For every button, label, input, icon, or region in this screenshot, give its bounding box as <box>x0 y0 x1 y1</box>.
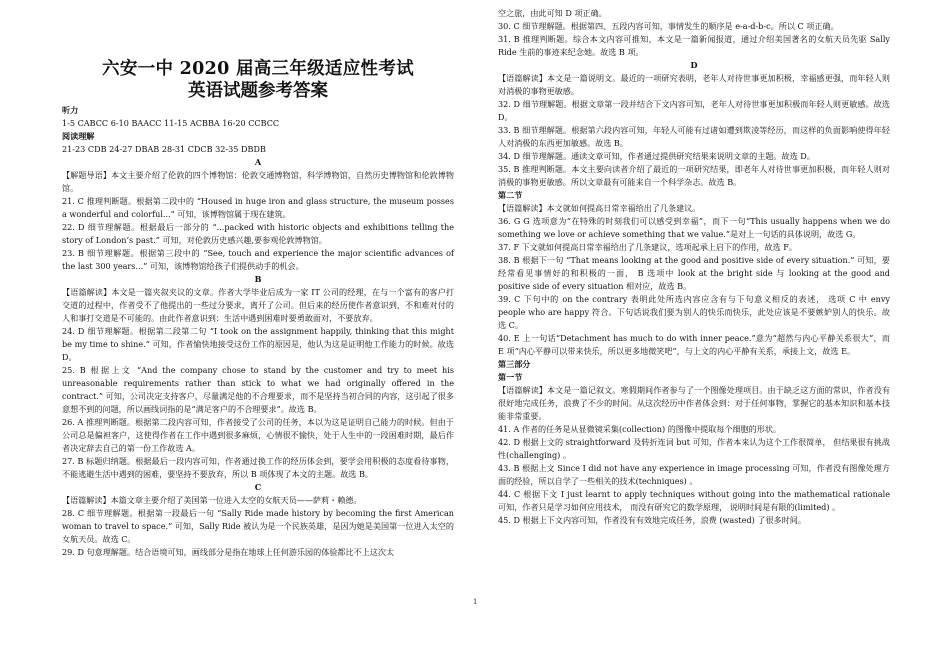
answer-paragraph: 22. D 细节理解题。根据最后一部分的 “...packed with historic objects and exhibitions telling the story of London’s past.” 可知，对伦敦历史感兴趣,要参观伦敦博物馆。 <box>62 222 454 245</box>
answer-paragraph: 43. B 根据上文 Since I did not have any experience in image processing 可知，作者没有图像处理方面的经验，所以自学了一些相关的技术(techniques) 。 <box>498 463 890 486</box>
answer-paragraph: 23. B 细节理解题。根据第三段中的 “See, touch and experience the major scientific advances of the last 300 years...” 可知，该博物馆给孩子们提供动手的机会。 <box>62 248 454 271</box>
answer-paragraph: 39. C 下句中的 on the contrary 表明此处所选内容应含有与下句意义相反的表述， 选项 C 中 envy people who are happy 符合。下句话说我们要为别人的快乐而快乐，此处应该是不要嫉妒别人的快乐。故选 C。 <box>498 294 890 330</box>
passage-letter: A <box>254 157 262 167</box>
page-number: 1 <box>473 598 478 606</box>
answer-paragraph: 38. B 根据下一句 “That means looking at the good and positive side of every situation.” 可知，要经常看见事情好的和积极的一面， B 选项中 look at the bright side 与 looking at the good and positive side of every situation 相对应，故选 B。 <box>498 255 890 291</box>
section-heading: 第二节 <box>498 190 523 200</box>
answer-paragraph: 【语篇解读】本文是一篇夹叙夹议的文章。作者大学毕业后成为一家 IT 公司的经理，在与一个富有的客户打交道的过程中，作者受不了他提出的一些过分要求，离开了公司。但后来的经历使作者意识到，不和难对付的人和事打交道是不可能的。由此作者意识到：生活中遇到困难时要勇敢面对，不要放弃。 <box>62 287 454 323</box>
answer-paragraph: 31. B 推理判断题。综合本文内容可推知，本文是一篇新闻报道，通过介绍美国著名的女航天员先驱 Sally Ride 生前的事迹来纪念她。故选 B 项。 <box>498 34 890 57</box>
page-title: 六安一中 2020 届高三年级适应性考试 <box>102 59 414 79</box>
answer-paragraph: 36. G G 选项意为“在特殊的时刻我们可以感受到幸福”，而下一句“This usually happens when we do something we love or achieve something that we value.”是对上一句话的具体说明，故选 G。 <box>498 216 890 239</box>
answer-paragraph: 25. B 根据上文 “And the company chose to stand by the customer and try to meet his unreasonable requirements rather than stick to what we had originally offered in the contract.” 可知，公司决定支持客户，尽量满足他的不合理要求，而不是坚持当初合同的内容，这引起了很多意想不到的问题，所以画线词指的是“满足客户的不合理要求”。故选 B。 <box>62 365 454 414</box>
answer-paragraph: 28. C 细节理解题。根据第一段最后一句 “Sally Ride made history by becoming the first American woman to travel to space.” 可知，Sally Ride 被认为是一个民族英雄，是因为她是美国第一位进入太空的女航天员。故选 C。 <box>62 508 454 544</box>
answer-paragraph: 24. D 细节理解题。根据第二段第二句 “I took on the assignment happily, thinking that this might be my time to shine.” 可知，作者愉快地接受这份工作的原因是，他认为这是证明他工作能力的时候。故选 D。 <box>62 326 454 362</box>
answer-paragraph: 【语篇解读】本篇文章主要介绍了美国第一位进入太空的女航天员——萨莉・赖德。 <box>62 495 362 505</box>
section-heading: 第三部分 <box>498 359 531 369</box>
answer-paragraph: 30. C 细节理解题。根据第四、五段内容可知，事情发生的顺序是 e-a-d-b-c。所以 C 项正确。 <box>498 21 839 31</box>
answer-paragraph: 40. E 上一句话“Detachment has much to do with inner peace.”意为“超然与内心平静关系很大”，而 E 项“内心平静可以带来快乐，所以更多地微笑吧”，与上文的内心平静有关系，承接上文，故选 E。 <box>498 333 890 356</box>
answer-paragraph: 1-5 CABCC 6-10 BAACC 11-15 ACBBA 16-20 CCBCC <box>62 118 280 128</box>
answer-paragraph: 29. D 句意理解题。结合语境可知，画线部分是指在地球上任何游乐园的体验都比不上这次太 <box>62 547 395 557</box>
answer-paragraph: 32. D 细节理解题。根据文章第一段并结合下文内容可知，老年人对待世事更加积极而年轻人则更敏感。故选 D。 <box>498 99 890 122</box>
answer-paragraph: 【语篇解读】本文是一篇说明文。最近的一项研究表明，老年人对待世事更加积极，幸福感更强，而年轻人则对消极的事物更敏感。 <box>498 73 890 96</box>
passage-letter: B <box>254 274 262 284</box>
section-heading: 阅读理解 <box>62 131 95 141</box>
answer-paragraph: 44. C 根据下文 I just learnt to apply techniques without going into the mathematical rationale 可知，作者只是学习如何应用技术， 而没有研究它的数学原理， 说明时间是有限的(limited) 。 <box>498 489 890 512</box>
answer-paragraph: 37. F 下文就如何提高日常幸福给出了几条建议，选项起承上启下的作用，故选 F。 <box>498 242 797 252</box>
answer-paragraph: 34. D 细节理解题。通读文章可知，作者通过提供研究结果来说明文章的主题。故选 D。 <box>498 151 815 161</box>
passage-letter: C <box>254 482 262 492</box>
answer-paragraph: 【语篇解读】本文就如何提高日常幸福给出了几条建议。 <box>498 203 701 213</box>
section-heading: 听力 <box>62 105 79 115</box>
right-column <box>498 7 890 527</box>
passage-letter: D <box>690 60 698 70</box>
page-subtitle: 英语试题参考答案 <box>188 81 328 101</box>
left-column <box>62 58 454 559</box>
answer-paragraph: 空之旅，由此可知 D 项正确。 <box>498 8 607 18</box>
answer-paragraph: 21. C 推理判断题。根据第二段中的 “Housed in huge iron and glass structure, the museum posses a wonderful and colorful...” 可知，该博物馆属于现在建筑。 <box>62 196 454 219</box>
right-column-body <box>498 7 890 527</box>
answer-paragraph: 27. B 标题归纳题。根据最后一段内容可知，作者通过换工作的经历体会到，要学会用积极的态度看待事物，不能逃避生活中遇到的困难，要坚持不要放弃，所以 B 项体现了本文的主题。故选 B。 <box>62 456 454 479</box>
left-column-body <box>62 104 454 559</box>
answer-paragraph: 【语篇解读】本文是一篇记叙文。寒假期间作者参与了一个图像处理项目。由于缺乏这方面的常识，作者没有很好地完成任务，浪费了不少的时间。从这次经历中作者体会到：对于任何事物，掌握它的基本知识和基本技能非常重要。 <box>498 385 890 421</box>
answer-paragraph: 45. D 根据上下文内容可知，作者没有有效地完成任务，浪费 (wasted) 了很多时间。 <box>498 515 806 525</box>
answer-paragraph: 21-23 CDB 24-27 DBAB 28-31 CDCB 32-35 DBDB <box>62 144 266 154</box>
section-heading: 第一节 <box>498 372 523 382</box>
answer-paragraph: 33. B 细节理解题。根据第六段内容可知，年轻人可能有过诸如遭到欺凌等经历，而这样的负面影响使得年轻人对消极的东西更加敏感。故选 B。 <box>498 125 890 148</box>
answer-paragraph: 35. B 推理判断题。本文主要向读者介绍了最近的一项研究结果，即老年人对待世事更加积极，而年轻人则对消极的事物更敏感。所以文章最有可能来自一个科学杂志。故选 B。 <box>498 164 890 187</box>
answer-paragraph: 42. D 根据上文的 straightforward 及转折连词 but 可知，作者本来认为这个工作很简单， 但结果很有挑战性(challenging) 。 <box>498 437 890 460</box>
answer-paragraph: 【解题导语】本文主要介绍了伦敦的四个博物馆：伦敦交通博物馆，科学博物馆，自然历史博物馆和伦敦博物馆。 <box>62 170 454 193</box>
answer-paragraph: 41. A 作者的任务是从显微镜采集(collection) 的图像中提取每个细胞的形状。 <box>498 424 782 434</box>
answer-paragraph: 26. A 推理判断题。根据第二段内容可知，作者接受了公司的任务，本以为这是证明自己能力的时候。但由于公司总是偏袒客户，这使得作者在工作中遇到很多麻烦，心情很不愉快，处于人生中的一段困难时期，最后作者决定辞去自己的第一份工作故选 A。 <box>62 417 454 453</box>
